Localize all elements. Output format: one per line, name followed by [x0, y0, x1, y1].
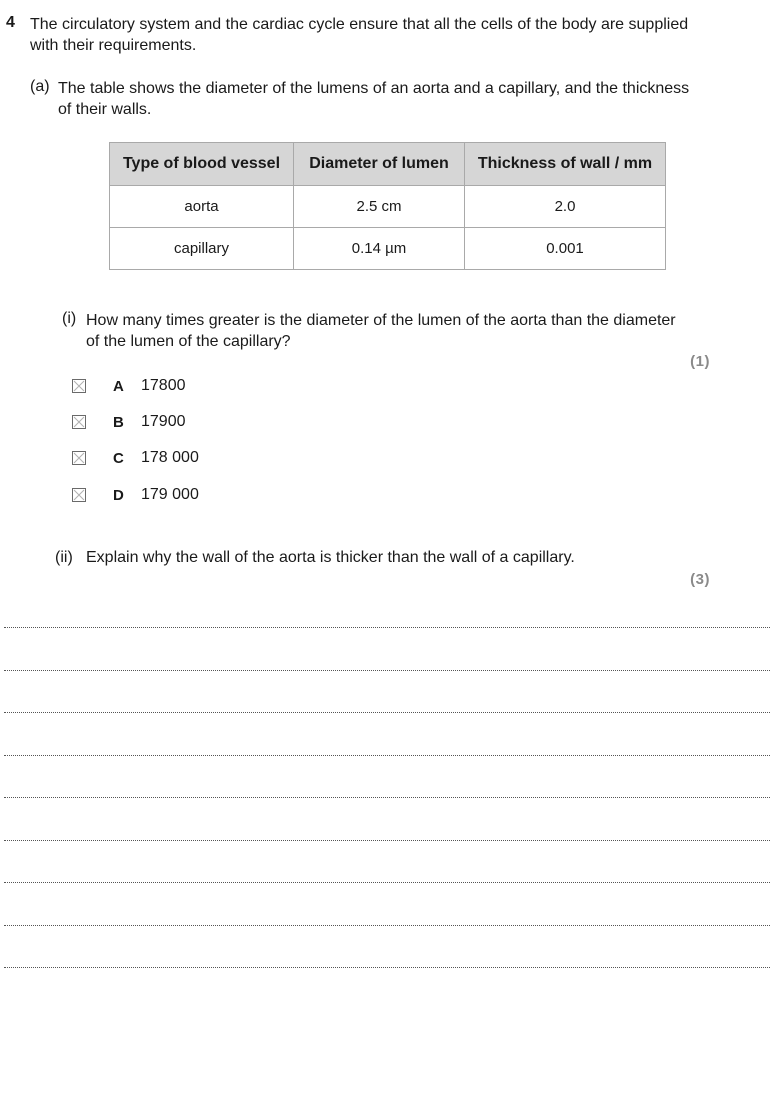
answer-line[interactable]: [4, 670, 770, 671]
option-a: [72, 376, 186, 396]
cross-icon: [73, 416, 85, 428]
part-a-text: The table shows the diameter of the lumens of an aorta and a capillary, and the thickness of their walls.: [58, 80, 690, 118]
answer-line[interactable]: [4, 967, 770, 968]
table-cell: 2.5 cm: [294, 186, 465, 228]
table-cell: 0.001: [465, 228, 666, 270]
sub-question-i-text: How many times greater is the diameter of the lumen of the aorta than the diameter of the lumen of the capillary?: [86, 312, 676, 350]
table-cell: capillary: [110, 228, 294, 270]
sub-question-ii-text: Explain why the wall of the aorta is thicker than the wall of a capillary.: [86, 549, 575, 566]
blood-vessel-table: [109, 142, 666, 270]
answer-line[interactable]: [4, 755, 770, 756]
answer-line[interactable]: [4, 627, 770, 628]
question-number: 4: [6, 14, 15, 31]
table-header: Type of blood vessel: [110, 143, 294, 186]
answer-line[interactable]: [4, 840, 770, 841]
option-c: [72, 448, 199, 468]
table-cell: 0.14 µm: [294, 228, 465, 270]
cross-icon: [73, 380, 85, 392]
part-a-label: (a): [30, 78, 50, 95]
answer-line[interactable]: [4, 712, 770, 713]
option-value: 17800: [141, 377, 186, 394]
question-stem: The circulatory system and the cardiac cycle ensure that all the cells of the body are supplied with their requirements.: [30, 16, 689, 54]
option-b: [72, 412, 186, 432]
option-d: [72, 485, 199, 505]
table-header-row: [110, 143, 666, 186]
answer-checkbox[interactable]: [72, 415, 86, 429]
marks-label: (1): [690, 353, 710, 370]
option-letter: C: [113, 449, 124, 467]
table-cell: aorta: [110, 186, 294, 228]
answer-checkbox[interactable]: [72, 379, 86, 393]
option-letter: A: [113, 377, 124, 395]
table-header: Thickness of wall / mm: [465, 143, 666, 186]
option-letter: D: [113, 486, 124, 504]
answer-checkbox[interactable]: [72, 488, 86, 502]
option-value: 17900: [141, 413, 186, 430]
option-value: 179 000: [141, 486, 199, 503]
cross-icon: [73, 489, 85, 501]
cross-icon: [73, 452, 85, 464]
option-value: 178 000: [141, 449, 199, 466]
table-cell: 2.0: [465, 186, 666, 228]
table-row: [110, 186, 666, 228]
answer-line[interactable]: [4, 797, 770, 798]
sub-question-ii-label: (ii): [55, 549, 73, 566]
answer-checkbox[interactable]: [72, 451, 86, 465]
table-row: [110, 228, 666, 270]
table-header: Diameter of lumen: [294, 143, 465, 186]
option-letter: B: [113, 413, 124, 431]
answer-line[interactable]: [4, 925, 770, 926]
marks-label: (3): [690, 571, 710, 588]
answer-line[interactable]: [4, 882, 770, 883]
sub-question-i-label: (i): [62, 310, 77, 327]
